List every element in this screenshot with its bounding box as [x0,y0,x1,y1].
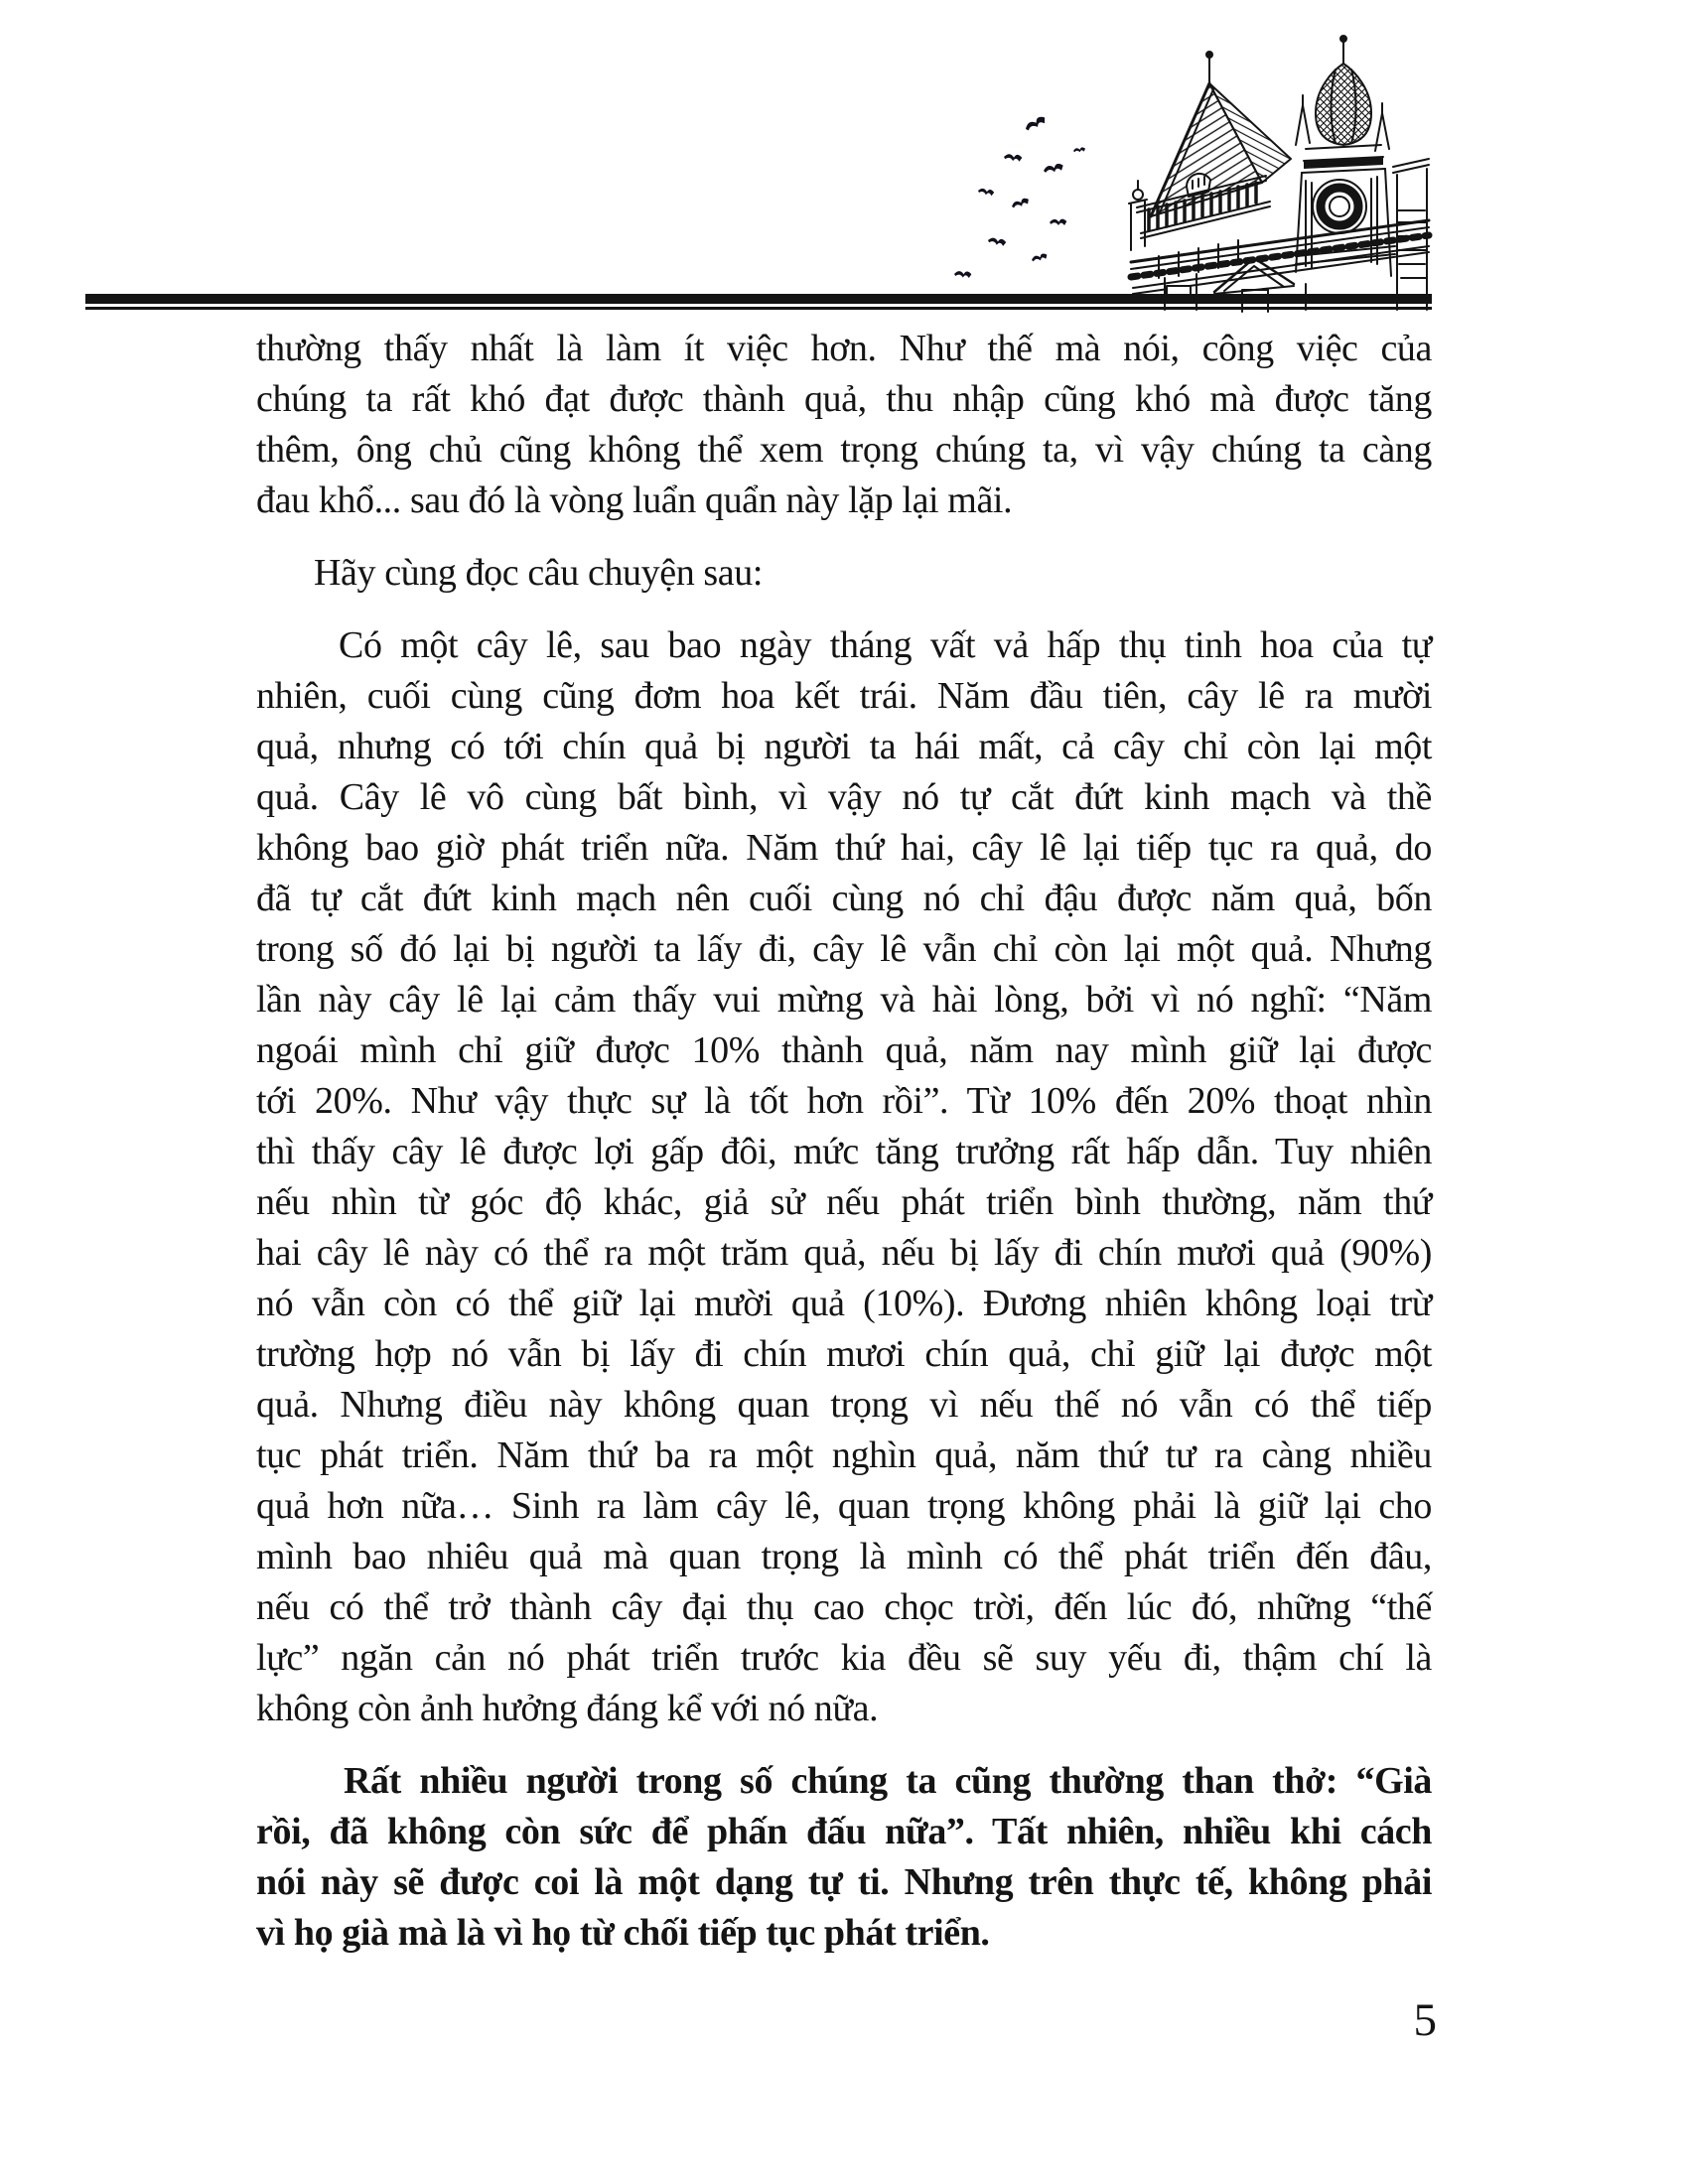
text-line: đã tự cắt đứt kinh mạch nên cuối cùng nó chỉ đậu được năm quả, bốn [256,878,1432,919]
paragraph-emphasis [256,1756,1432,1959]
text-line: lực” ngăn cản nó phát triển trước kia đều sẽ suy yếu đi, thậm chí là [256,1637,1432,1679]
text-line: Rất nhiều người trong số chúng ta cũng thường than thở: “Già [344,1760,1432,1802]
text-line: nếu nhìn từ góc độ khác, giả sử nếu phát triển bình thường, năm thứ [256,1181,1432,1223]
page-number: 5 [1413,1994,1437,2046]
text-line: trường hợp nó vẫn bị lấy đi chín mươi chín quả, chỉ giữ lại được một [256,1333,1432,1375]
text-line: hai cây lê này có thể ra một trăm quả, nếu bị lấy đi chín mươi quả (90%) [256,1232,1432,1274]
text-line: nói này sẽ được coi là một dạng tự ti. Nhưng trên thực tế, không phải [256,1861,1432,1903]
header-rule-thick-line [85,294,1432,304]
text-line: ngoái mình chỉ giữ được 10% thành quả, năm nay mình giữ lại được [256,1029,1432,1071]
text-line: Hãy cùng đọc câu chuyện sau: [314,552,764,594]
text-line: nhiên, cuối cùng cũng đơm hoa kết trái. Năm đầu tiên, cây lê ra mười [256,675,1432,717]
text-line: quả. Cây lê vô cùng bất bình, vì vậy nó tự cắt đứt kinh mạch và thề [256,776,1432,818]
text-line: đau khổ... sau đó là vòng luẩn quẩn này lặp lại mãi. [256,479,1013,521]
text-line: tục phát triển. Năm thứ ba ra một nghìn quả, năm thứ tư ra càng nhiều [256,1434,1432,1476]
text-line: tới 20%. Như vậy thực sự là tốt hơn rồi”. Từ 10% đến 20% thoạt nhìn [256,1080,1432,1122]
paragraph [256,620,1432,1734]
text-line: nếu có thể trở thành cây đại thụ cao chọc trời, đến lúc đó, những “thế [256,1586,1432,1628]
paragraph [256,548,1432,599]
text-line: nó vẫn còn có thể giữ lại mười quả (10%). Đương nhiên không loại trừ [256,1283,1432,1324]
text-line: rồi, đã không còn sức để phấn đấu nữa”. Tất nhiên, nhiều khi cách [256,1811,1432,1852]
text-line: chúng ta rất khó đạt được thành quả, thu nhập cũng khó mà được tăng [256,378,1432,420]
text-line: vì họ già mà là vì họ từ chối tiếp tục phát triển. [256,1912,990,1954]
text-line: mình bao nhiêu quả mà quan trọng là mình có thể phát triển đến đâu, [256,1536,1432,1577]
building-sketch-illustration [948,12,1435,320]
text-column [256,324,1432,1980]
text-line: thêm, ông chủ cũng không thể xem trọng chúng ta, vì vậy chúng ta càng [256,429,1432,471]
text-line: quả. Nhưng điều này không quan trọng vì nếu thế nó vẫn có thể tiếp [256,1384,1432,1426]
building-tower [1129,36,1429,312]
text-line: lần này cây lê lại cảm thấy vui mừng và hài lòng, bởi vì nó nghĩ: “Năm [256,979,1432,1021]
header-rule-thin-line [85,307,1432,310]
paragraph [256,324,1432,526]
text-line: quả, nhưng có tới chín quả bị người ta hái mất, cả cây chỉ còn lại một [256,726,1432,767]
text-line: Có một cây lê, sau bao ngày tháng vất vả hấp thụ tinh hoa của tự [339,624,1432,666]
text-line: trong số đó lại bị người ta lấy đi, cây lê vẫn chỉ còn lại một quả. Nhưng [256,928,1432,970]
text-line: thường thấy nhất là làm ít việc hơn. Như thế mà nói, công việc của [256,328,1432,369]
header-rule [85,294,1432,310]
text-line: không còn ảnh hưởng đáng kể với nó nữa. [256,1688,879,1729]
text-line: thì thấy cây lê được lợi gấp đôi, mức tăng trưởng rất hấp dẫn. Tuy nhiên [256,1131,1432,1172]
text-line: không bao giờ phát triển nữa. Năm thứ hai, cây lê lại tiếp tục ra quả, do [256,827,1432,869]
text-line: quả hơn nữa… Sinh ra làm cây lê, quan trọng không phải là giữ lại cho [256,1485,1432,1527]
birds-flock-icon [954,115,1085,279]
